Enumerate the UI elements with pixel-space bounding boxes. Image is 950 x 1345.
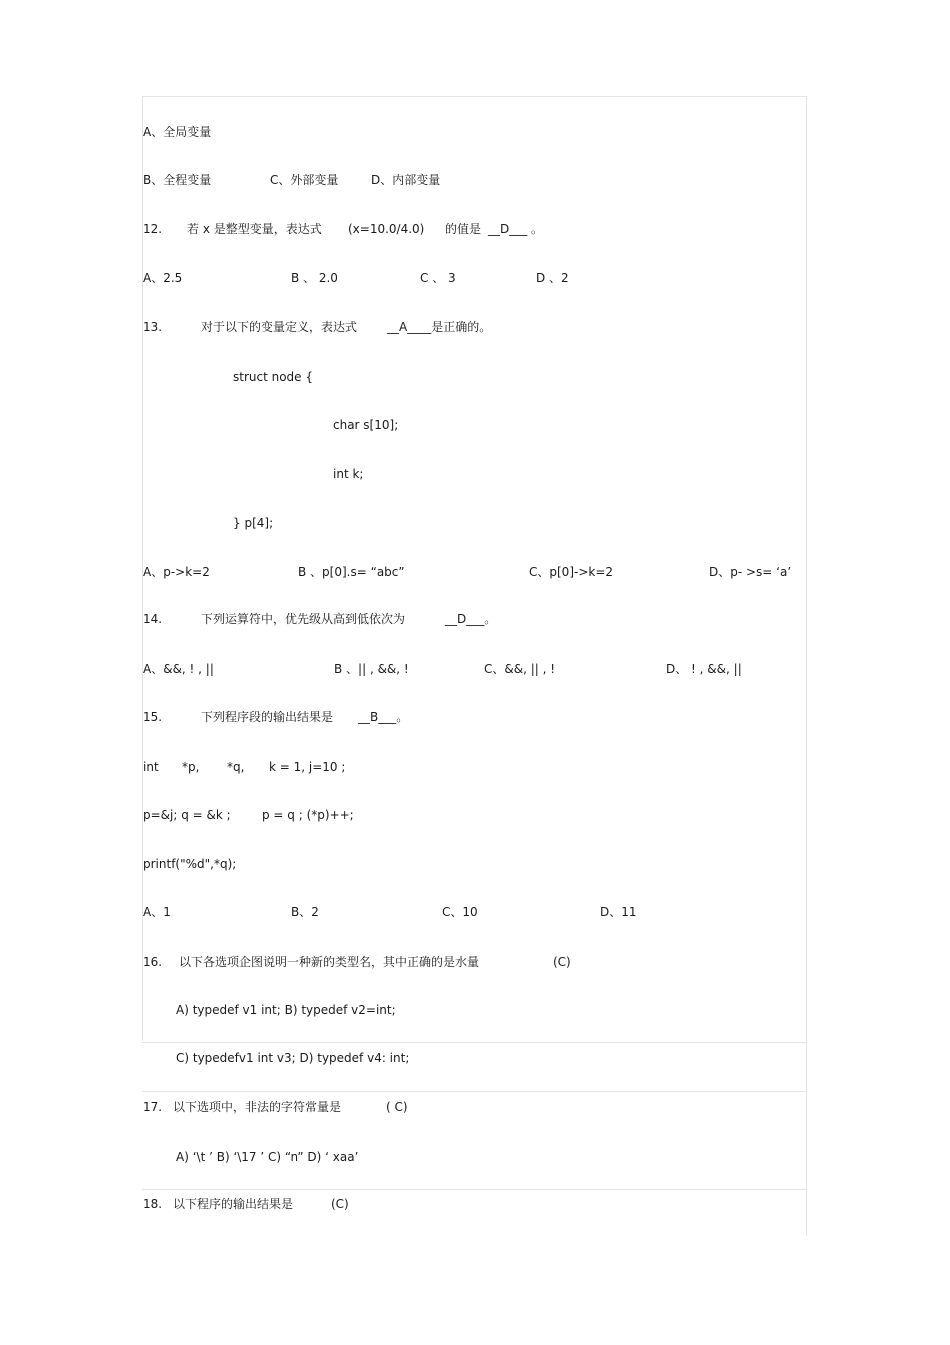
q14-option-c: C、&&, || , ! [484,662,556,676]
q12-option-c: C 、 3 [420,271,456,285]
q13-question: 对于以下的变量定义，表达式 [201,320,358,334]
q17-question: 以下选项中，非法的字符常量是 [173,1100,342,1114]
q13-code-line: struct node { [233,370,314,384]
q13-option-a: A、p->k=2 [143,565,210,579]
q15-answer: __B___。 [358,710,409,724]
q13-code-line: char s[10]; [333,418,399,432]
q12-option-d: D 、2 [536,271,569,285]
q16-options-line: C) typedefv1 int v3; D) typedef v4: int; [176,1051,410,1065]
q11-option-a: A、全局变量 [143,125,212,139]
q12-option-a: A、2.5 [143,271,183,285]
q14-question: 下列运算符中，优先级从高到低依次为 [201,612,406,626]
q14-number: 14. [143,612,163,626]
q15-option-a: A、1 [143,905,171,919]
q13-code-line: int k; [333,467,364,481]
q11-option-b: B、全程变量 [143,173,212,187]
q13-option-c: C、p[0]->k=2 [529,565,614,579]
q18-number: 18. [143,1197,163,1211]
q15-option-c: C、10 [442,905,478,919]
q17-number: 17. [143,1100,163,1114]
q15-code-token: p = q ; (*p)++; [262,808,354,822]
q11-option-d: D、内部变量 [371,173,441,187]
q12-question-suffix: 的值是 [445,222,482,236]
q15-option-b: B、2 [291,905,319,919]
q15-code-token: int [143,760,159,774]
q15-code-token: *p, [182,760,200,774]
q15-question: 下列程序段的输出结果是 [201,710,334,724]
q12-answer: __D___ 。 [488,222,544,236]
q15-number: 15. [143,710,163,724]
q13-answer: __A____是正确的。 [387,320,492,334]
row-divider [142,1189,806,1190]
q18-answer: (C) [331,1197,349,1211]
q15-code-token: p=&j; q = &k ; [143,808,231,822]
q14-option-b: B 、|| , &&, ! [334,662,409,676]
q15-code-line: printf("%d",*q); [143,857,237,871]
q16-options-line: A) typedef v1 int; B) typedef v2=int; [176,1003,396,1017]
q15-code-token: *q, [227,760,245,774]
q16-question: 以下各选项企图说明一种新的类型名，其中正确的是水量 [179,955,480,969]
q13-code-line: } p[4]; [233,516,274,530]
q12-number: 12. [143,222,163,236]
frame-top-border [142,96,806,97]
q17-answer: ( C) [386,1100,408,1114]
q13-option-b: B 、p[0].s= “abc” [298,565,405,579]
row-divider [142,1091,806,1092]
frame-right-border [806,96,807,1236]
q11-option-c: C、外部变量 [270,173,339,187]
q12-option-b: B 、 2.0 [291,271,338,285]
q18-question: 以下程序的输出结果是 [173,1197,294,1211]
q14-option-d: D、 ! , &&, || [666,662,742,676]
q12-expression: (x=10.0/4.0) [348,222,425,236]
q12-question: 若 x 是整型变量，表达式 [187,222,322,236]
q14-option-a: A、&&, ! , || [143,662,214,676]
q13-number: 13. [143,320,163,334]
q15-option-d: D、11 [600,905,637,919]
q13-option-d: D、p- >s= ‘a’ [709,565,792,579]
q16-number: 16. [143,955,163,969]
q16-answer: (C) [553,955,571,969]
q17-options-line: A) ‘\t ’ B) ‘\17 ’ C) “n” D) ‘ xaa’ [176,1150,359,1164]
q15-code-token: k = 1, j=10 ; [269,760,346,774]
q14-answer: __D___。 [445,612,497,626]
row-divider [142,1042,806,1043]
